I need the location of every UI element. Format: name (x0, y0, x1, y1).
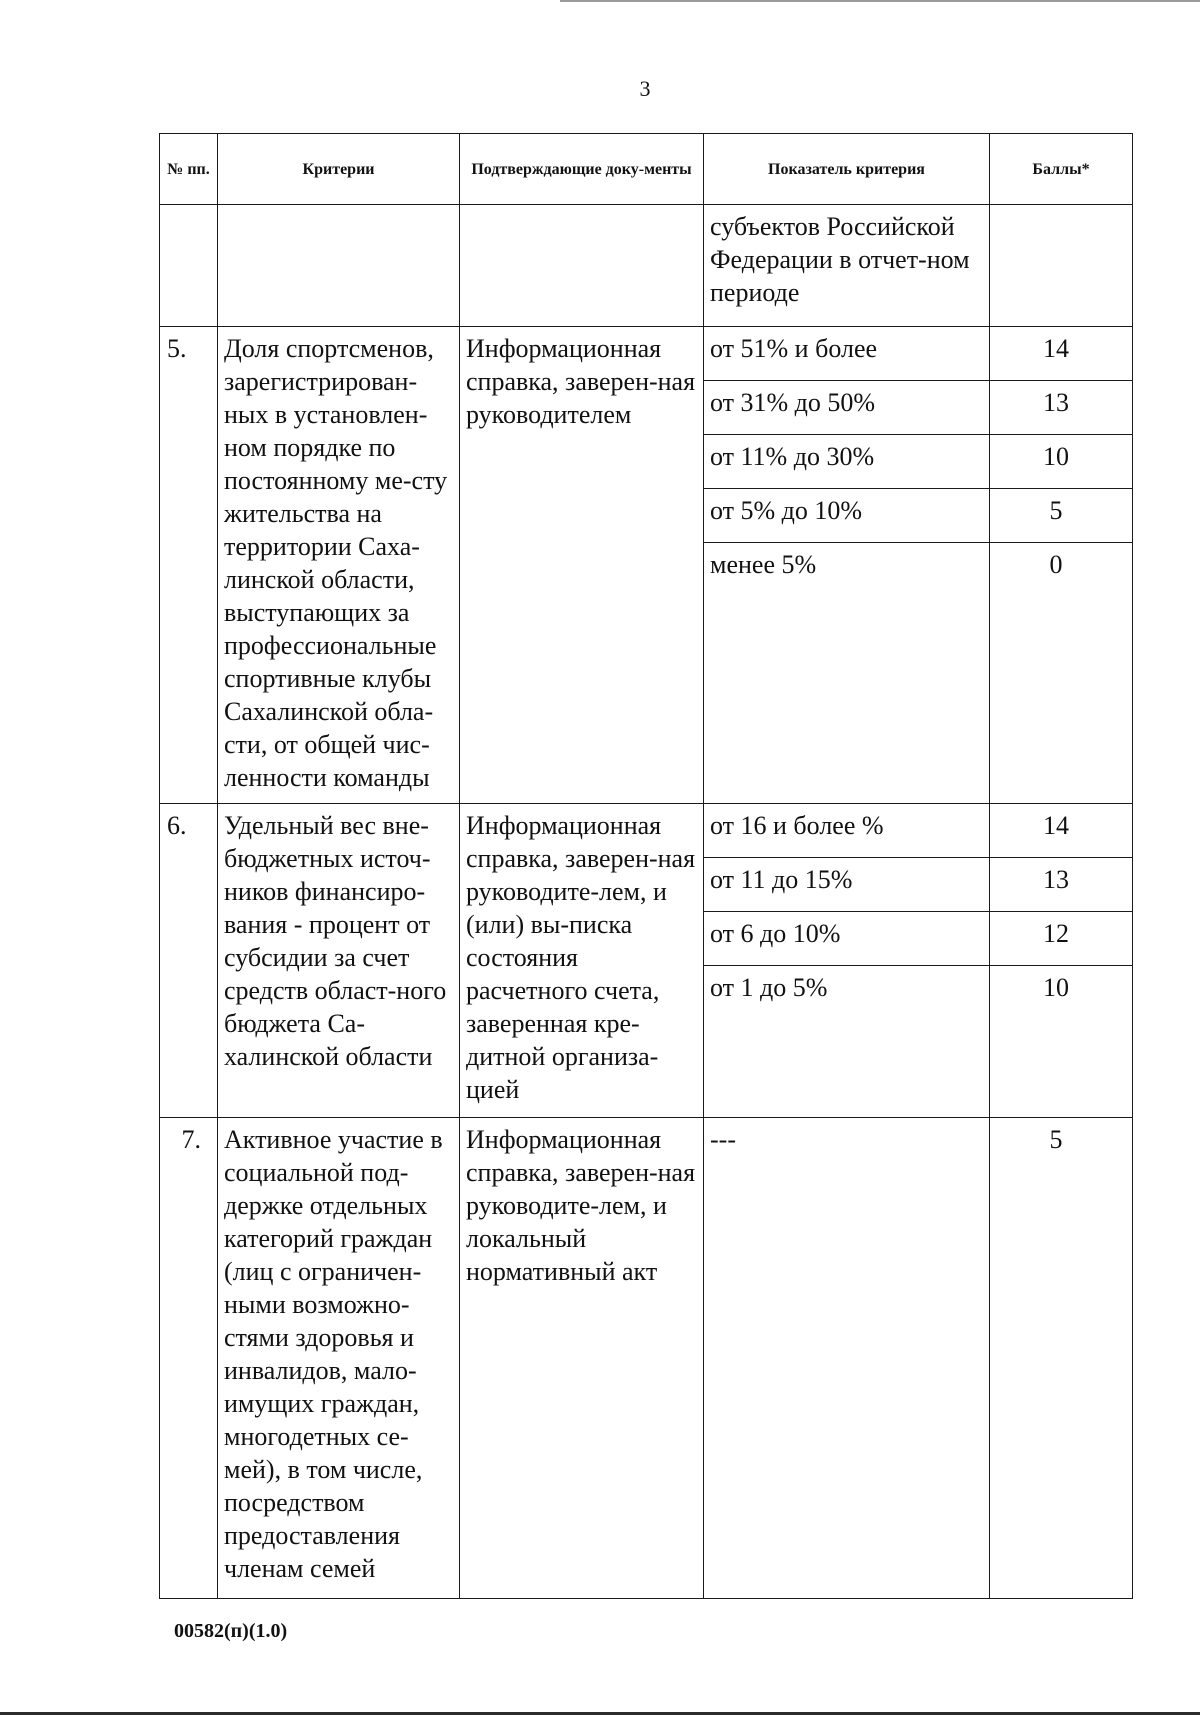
row6-score-2: 13 (1043, 865, 1069, 894)
continuation-indicator: субъектов Российской Федерации в отчет-ном периоде (710, 212, 970, 307)
row5-criteria-cell (218, 327, 460, 804)
row5-num-cell (160, 327, 218, 804)
row6-score-cell (990, 912, 1133, 966)
header-num: № пп. (160, 134, 218, 205)
row7-criteria: Активное участие в социальной под-держке отдельных категорий граждан (лиц с ограничен-ными возможно-стями здоровья и инвалидов, мало-имущих граждан, многодетных се-мей), в том числе, посредством предоставления членам семей (224, 1125, 443, 1583)
row6-num-cell (160, 804, 218, 1118)
header-indicator: Показатель критерия (704, 134, 990, 205)
row6-indicator-4: от 1 до 5% (710, 973, 828, 1002)
row6-criteria: Удельный вес вне-бюджетных источ-ников финансиро-вания - процент от субсидии за счет средств област-ного бюджета Са-халинской области (224, 811, 447, 1071)
row5-score-1: 14 (1043, 334, 1069, 363)
row5-num: 5. (167, 334, 187, 363)
row5-score-3: 10 (1043, 442, 1069, 471)
page-number: 3 (639, 76, 651, 101)
row5-score-5: 0 (1049, 550, 1063, 579)
header-score: Баллы* (990, 134, 1133, 205)
scan-top-edge-line (560, 0, 1200, 2)
row5-indicator-cell (704, 327, 990, 381)
row7-documents-cell (460, 1118, 704, 1599)
scan-bottom-edge-line (0, 1712, 1200, 1715)
continuation-documents-cell (460, 205, 704, 327)
row6-indicator-2: от 11 до 15% (710, 865, 853, 894)
row7-indicator: --- (710, 1125, 736, 1154)
header-criteria: Критерии (218, 134, 460, 205)
row5-score-cell (990, 489, 1133, 543)
row7-num-cell (160, 1118, 218, 1599)
row7-documents: Информационная справка, заверен-ная руководите-лем, и локальный нормативный акт (466, 1125, 696, 1286)
row7-criteria-cell (218, 1118, 460, 1599)
table-row (160, 327, 1133, 381)
table-row (160, 1118, 1133, 1599)
row5-indicator-1: от 51% и более (710, 334, 878, 363)
criteria-table (159, 133, 1133, 1599)
row5-score-cell (990, 381, 1133, 435)
table-row (160, 804, 1133, 858)
row6-indicator-cell (704, 912, 990, 966)
row7-num: 7. (181, 1125, 201, 1154)
row5-criteria: Доля спортсменов, зарегистрирован-ных в установлен-ном порядке по постоянному ме-сту жительства на территории Саха-линской области, выступающих за профессиональные спортивные клубы Сахалинской обла-сти, от общей чис-ленности команды (224, 334, 448, 792)
row6-score-1: 14 (1043, 811, 1069, 840)
row5-indicator-cell (704, 381, 990, 435)
row6-score-cell (990, 858, 1133, 912)
table-row-continuation (160, 205, 1133, 327)
row5-score-cell (990, 543, 1133, 804)
row5-indicator-4: от 5% до 10% (710, 496, 863, 525)
row6-indicator-1: от 16 и более % (710, 811, 884, 840)
continuation-num-cell (160, 205, 218, 327)
row6-documents-cell (460, 804, 704, 1118)
row5-indicator-cell (704, 543, 990, 804)
row7-indicator-cell (704, 1118, 990, 1599)
row7-score-cell (990, 1118, 1133, 1599)
row5-score-2: 13 (1043, 388, 1069, 417)
row5-score-cell (990, 327, 1133, 381)
row5-score-cell (990, 435, 1133, 489)
row6-score-cell (990, 804, 1133, 858)
continuation-indicator-cell (704, 205, 990, 327)
continuation-criteria-cell (218, 205, 460, 327)
row5-score-4: 5 (1049, 496, 1063, 525)
row5-indicator-2: от 31% до 50% (710, 388, 876, 417)
continuation-score-cell (990, 205, 1133, 327)
row5-indicator-5: менее 5% (710, 550, 817, 579)
row6-criteria-cell (218, 804, 460, 1118)
row7-score: 5 (1049, 1125, 1063, 1154)
table-header-row (160, 134, 1133, 205)
document-code: 00582(п)(1.0) (174, 1620, 288, 1642)
row5-indicator-cell (704, 435, 990, 489)
row5-documents-cell (460, 327, 704, 804)
row6-score-3: 12 (1043, 919, 1069, 948)
row6-indicator-cell (704, 966, 990, 1118)
row6-indicator-3: от 6 до 10% (710, 919, 841, 948)
row5-indicator-cell (704, 489, 990, 543)
row5-indicator-3: от 11% до 30% (710, 442, 875, 471)
row6-documents: Информационная справка, заверен-ная руководите-лем, и (или) вы-писка состояния расчетного счета, заверенная кре-дитной организа-цией (466, 811, 696, 1104)
row6-indicator-cell (704, 858, 990, 912)
row6-num: 6. (167, 811, 187, 840)
row6-indicator-cell (704, 804, 990, 858)
header-documents: Подтверждающие доку-менты (460, 134, 704, 205)
row6-score-cell (990, 966, 1133, 1118)
row5-documents: Информационная справка, заверен-ная руководителем (466, 334, 696, 429)
row6-score-4: 10 (1043, 973, 1069, 1002)
